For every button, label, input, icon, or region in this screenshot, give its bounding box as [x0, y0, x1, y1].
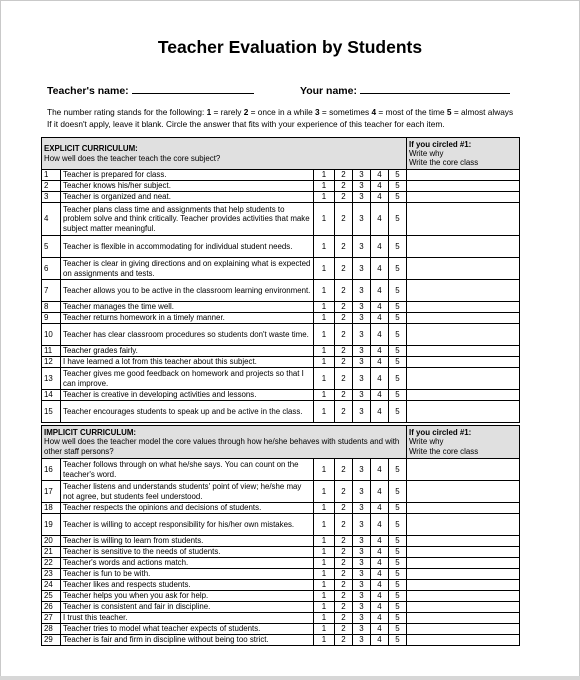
comment-cell[interactable] [407, 558, 520, 569]
rating-option-5[interactable]: 5 [389, 170, 407, 181]
rating-option-3[interactable]: 3 [353, 313, 371, 324]
question-text: Teacher is organized and neat. [61, 192, 314, 203]
question-row [42, 357, 520, 368]
rating-option-4[interactable]: 4 [371, 192, 389, 203]
rating-option-5[interactable]: 5 [389, 569, 407, 580]
rating-option-2[interactable]: 2 [335, 170, 353, 181]
rating-option-3[interactable]: 3 [353, 635, 371, 646]
question-text: Teacher respects the opinions and decisions of students. [61, 503, 314, 514]
rating-option-1[interactable]: 1 [314, 401, 335, 423]
rating-option-5[interactable]: 5 [389, 536, 407, 547]
rating-option-2[interactable]: 2 [335, 459, 353, 481]
rating-option-5[interactable]: 5 [389, 280, 407, 302]
comment-cell[interactable] [407, 357, 520, 368]
rating-option-4[interactable]: 4 [371, 302, 389, 313]
page-title: Teacher Evaluation by Students [157, 37, 423, 57]
question-number: 3 [42, 192, 61, 203]
rating-option-2[interactable]: 2 [335, 302, 353, 313]
rating-option-4[interactable]: 4 [371, 236, 389, 258]
rating-option-1[interactable]: 1 [314, 569, 335, 580]
question-row [42, 481, 520, 503]
rating-option-4[interactable]: 4 [371, 635, 389, 646]
question-text: Teacher manages the time well. [61, 302, 314, 313]
question-number: 14 [42, 390, 61, 401]
rating-option-2[interactable]: 2 [335, 514, 353, 536]
your-name-label: Your name: [300, 85, 357, 97]
question-number: 9 [42, 313, 61, 324]
rating-option-4[interactable]: 4 [371, 547, 389, 558]
rating-option-5[interactable]: 5 [389, 390, 407, 401]
question-row [42, 624, 520, 635]
rating-option-1[interactable]: 1 [314, 258, 335, 280]
section-header [42, 426, 407, 459]
rating-option-3[interactable]: 3 [353, 181, 371, 192]
question-number: 24 [42, 580, 61, 591]
rating-option-5[interactable]: 5 [389, 368, 407, 390]
rating-option-3[interactable]: 3 [353, 170, 371, 181]
rating-option-5[interactable]: 5 [389, 580, 407, 591]
rating-option-2[interactable]: 2 [335, 503, 353, 514]
question-row [42, 346, 520, 357]
rating-option-2[interactable]: 2 [335, 313, 353, 324]
comment-cell[interactable] [407, 591, 520, 602]
comment-cell[interactable] [407, 280, 520, 302]
comment-cell[interactable] [407, 390, 520, 401]
rating-option-2[interactable]: 2 [335, 635, 353, 646]
rating-option-1[interactable]: 1 [314, 280, 335, 302]
comment-cell[interactable] [407, 503, 520, 514]
question-row [42, 602, 520, 613]
question-row [42, 591, 520, 602]
question-row [42, 569, 520, 580]
rating-option-1[interactable]: 1 [314, 368, 335, 390]
question-number: 26 [42, 602, 61, 613]
rating-legend: The number rating stands for the following: 1 = rarely 2 = once in a while 3 = sometimes 4 = most of the time 5 = almost always [47, 107, 514, 117]
rating-option-5[interactable]: 5 [389, 258, 407, 280]
question-number: 19 [42, 514, 61, 536]
question-text: Teacher returns homework in a timely manner. [61, 313, 314, 324]
instructions [47, 107, 572, 130]
question-row [42, 503, 520, 514]
rating-option-3[interactable]: 3 [353, 401, 371, 423]
rating-option-1[interactable]: 1 [314, 481, 335, 503]
question-text: Teacher is prepared for class. [61, 170, 314, 181]
question-number: 15 [42, 401, 61, 423]
question-text: Teacher encourages students to speak up and be active in the class. [61, 401, 314, 423]
question-text: I have learned a lot from this teacher about this subject. [61, 357, 314, 368]
rating-option-3[interactable]: 3 [353, 514, 371, 536]
section-heading: IMPLICIT CURRICULUM: [44, 428, 137, 438]
comment-cell[interactable] [407, 514, 520, 536]
question-number: 13 [42, 368, 61, 390]
rating-option-1[interactable]: 1 [314, 602, 335, 613]
comment-cell[interactable] [407, 635, 520, 646]
section-question: How well does the teacher model the core values through how he/she behaves with students and with other staff persons? [44, 437, 400, 456]
question-row [42, 302, 520, 313]
rating-option-3[interactable]: 3 [353, 558, 371, 569]
rating-option-5[interactable]: 5 [389, 459, 407, 481]
comment-cell[interactable] [407, 258, 520, 280]
question-text: Teacher is consistent and fair in discipline. [61, 602, 314, 613]
question-number: 17 [42, 481, 61, 503]
rating-option-1[interactable]: 1 [314, 192, 335, 203]
question-text: Teacher is clear in giving directions and on explaining what is expected on assignments and tests. [61, 258, 314, 280]
rating-option-1[interactable]: 1 [314, 613, 335, 624]
rating-option-2[interactable]: 2 [335, 481, 353, 503]
rating-option-3[interactable]: 3 [353, 203, 371, 236]
question-number: 12 [42, 357, 61, 368]
question-text: Teacher helps you when you ask for help. [61, 591, 314, 602]
question-row [42, 181, 520, 192]
comment-cell[interactable] [407, 203, 520, 236]
rating-option-5[interactable]: 5 [389, 357, 407, 368]
rating-option-2[interactable]: 2 [335, 602, 353, 613]
rating-option-2[interactable]: 2 [335, 547, 353, 558]
comment-cell[interactable] [407, 313, 520, 324]
rating-option-4[interactable]: 4 [371, 368, 389, 390]
teacher-name-label: Teacher's name: [47, 85, 129, 97]
rating-option-1[interactable]: 1 [314, 390, 335, 401]
rating-option-5[interactable]: 5 [389, 591, 407, 602]
rating-option-5[interactable]: 5 [389, 558, 407, 569]
rating-option-4[interactable]: 4 [371, 280, 389, 302]
question-text: Teacher is fun to be with. [61, 569, 314, 580]
side-heading: If you circled #1: [409, 428, 472, 438]
rating-option-2[interactable]: 2 [335, 280, 353, 302]
side-line: Write the core class [409, 158, 479, 168]
question-text: Teacher is flexible in accommodating for individual student needs. [61, 236, 314, 258]
rating-option-1[interactable]: 1 [314, 503, 335, 514]
question-number: 4 [42, 203, 61, 236]
comment-cell[interactable] [407, 459, 520, 481]
rating-option-1[interactable]: 1 [314, 536, 335, 547]
rating-option-2[interactable]: 2 [335, 346, 353, 357]
section-question: How well does the teacher teach the core subject? [44, 153, 221, 163]
rating-option-3[interactable]: 3 [353, 503, 371, 514]
question-row [42, 192, 520, 203]
rating-option-2[interactable]: 2 [335, 368, 353, 390]
side-line: Write why [409, 148, 444, 158]
rating-option-4[interactable]: 4 [371, 357, 389, 368]
rating-option-1[interactable]: 1 [314, 346, 335, 357]
rating-option-4[interactable]: 4 [371, 203, 389, 236]
rating-option-3[interactable]: 3 [353, 459, 371, 481]
teacher-name-field[interactable] [47, 84, 254, 97]
question-row [42, 236, 520, 258]
rating-option-2[interactable]: 2 [335, 569, 353, 580]
rating-option-3[interactable]: 3 [353, 258, 371, 280]
rating-option-4[interactable]: 4 [371, 503, 389, 514]
rating-option-3[interactable]: 3 [353, 624, 371, 635]
rating-option-3[interactable]: 3 [353, 324, 371, 346]
rating-option-2[interactable]: 2 [335, 192, 353, 203]
comment-cell[interactable] [407, 346, 520, 357]
question-text: Teacher gives me good feedback on homework and projects so that I can improve. [61, 368, 314, 390]
rating-option-2[interactable]: 2 [335, 203, 353, 236]
rating-option-3[interactable]: 3 [353, 591, 371, 602]
rating-option-4[interactable]: 4 [371, 602, 389, 613]
rating-option-5[interactable]: 5 [389, 401, 407, 423]
question-text: Teacher follows through on what he/she says. You can count on the teacher's word. [61, 459, 314, 481]
rating-option-5[interactable]: 5 [389, 481, 407, 503]
rating-option-4[interactable]: 4 [371, 313, 389, 324]
question-row [42, 258, 520, 280]
comment-cell[interactable] [407, 547, 520, 558]
question-text: Teacher grades fairly. [61, 346, 314, 357]
question-number: 6 [42, 258, 61, 280]
question-row [42, 635, 520, 646]
rating-option-1[interactable]: 1 [314, 181, 335, 192]
rating-option-4[interactable]: 4 [371, 514, 389, 536]
rating-option-5[interactable]: 5 [389, 613, 407, 624]
question-text: Teacher is sensitive to the needs of students. [61, 547, 314, 558]
rating-option-3[interactable]: 3 [353, 346, 371, 357]
rating-option-3[interactable]: 3 [353, 580, 371, 591]
rating-option-5[interactable]: 5 [389, 635, 407, 646]
rating-option-5[interactable]: 5 [389, 313, 407, 324]
rating-option-2[interactable]: 2 [335, 558, 353, 569]
question-row [42, 324, 520, 346]
question-text: Teacher is willing to learn from students. [61, 536, 314, 547]
rating-option-3[interactable]: 3 [353, 390, 371, 401]
question-row [42, 514, 520, 536]
rating-option-4[interactable]: 4 [371, 558, 389, 569]
rating-option-5[interactable]: 5 [389, 503, 407, 514]
rating-option-1[interactable]: 1 [314, 459, 335, 481]
question-number: 11 [42, 346, 61, 357]
rating-option-4[interactable]: 4 [371, 459, 389, 481]
rating-option-3[interactable]: 3 [353, 569, 371, 580]
question-number: 7 [42, 280, 61, 302]
rating-option-5[interactable]: 5 [389, 547, 407, 558]
question-text: Teacher is willing to accept responsibility for his/her own mistakes. [61, 514, 314, 536]
question-text: Teacher has clear classroom procedures so students don't waste time. [61, 324, 314, 346]
rating-option-1[interactable]: 1 [314, 324, 335, 346]
question-row [42, 280, 520, 302]
question-row [42, 368, 520, 390]
question-number: 23 [42, 569, 61, 580]
rating-option-1[interactable]: 1 [314, 580, 335, 591]
instructions-line2: If it doesn't apply, leave it blank. Circle the answer that fits with your experience of this teacher for each item. [47, 118, 445, 129]
rating-option-5[interactable]: 5 [389, 203, 407, 236]
rating-option-1[interactable]: 1 [314, 591, 335, 602]
rating-option-2[interactable]: 2 [335, 390, 353, 401]
rating-option-1[interactable]: 1 [314, 558, 335, 569]
rating-option-4[interactable]: 4 [371, 613, 389, 624]
rating-option-3[interactable]: 3 [353, 357, 371, 368]
rating-option-4[interactable]: 4 [371, 181, 389, 192]
rating-option-5[interactable]: 5 [389, 192, 407, 203]
comment-cell[interactable] [407, 602, 520, 613]
comment-cell[interactable] [407, 302, 520, 313]
rating-option-2[interactable]: 2 [335, 324, 353, 346]
question-number: 1 [42, 170, 61, 181]
comment-cell[interactable] [407, 580, 520, 591]
question-text: Teacher listens and understands students' point of view; he/she may not agree, but students feel understood. [61, 481, 314, 503]
question-text: Teacher is creative in developing activities and lessons. [61, 390, 314, 401]
question-number: 18 [42, 503, 61, 514]
rating-option-4[interactable]: 4 [371, 390, 389, 401]
question-row [42, 547, 520, 558]
comment-cell[interactable] [407, 170, 520, 181]
comment-cell[interactable] [407, 481, 520, 503]
rating-option-5[interactable]: 5 [389, 236, 407, 258]
question-number: 20 [42, 536, 61, 547]
question-number: 16 [42, 459, 61, 481]
rating-option-1[interactable]: 1 [314, 203, 335, 236]
rating-option-2[interactable]: 2 [335, 536, 353, 547]
question-number: 28 [42, 624, 61, 635]
rating-option-2[interactable]: 2 [335, 181, 353, 192]
side-line: Write the core class [409, 446, 479, 456]
rating-option-4[interactable]: 4 [371, 324, 389, 346]
comment-cell[interactable] [407, 536, 520, 547]
question-text: Teacher's words and actions match. [61, 558, 314, 569]
rating-option-3[interactable]: 3 [353, 280, 371, 302]
side-heading: If you circled #1: [409, 139, 472, 149]
comment-cell[interactable] [407, 324, 520, 346]
comment-cell[interactable] [407, 192, 520, 203]
question-text: Teacher is fair and firm in discipline without being too strict. [61, 635, 314, 646]
question-text: Teacher tries to model what teacher expects of students. [61, 624, 314, 635]
rating-option-3[interactable]: 3 [353, 302, 371, 313]
comment-cell[interactable] [407, 236, 520, 258]
question-text: Teacher knows his/her subject. [61, 181, 314, 192]
rating-option-1[interactable]: 1 [314, 635, 335, 646]
rating-option-4[interactable]: 4 [371, 569, 389, 580]
question-number: 21 [42, 547, 61, 558]
question-text: I trust this teacher. [61, 613, 314, 624]
question-number: 8 [42, 302, 61, 313]
rating-option-2[interactable]: 2 [335, 613, 353, 624]
rating-option-2[interactable]: 2 [335, 624, 353, 635]
section-heading: EXPLICIT CURRICULUM: [44, 144, 138, 154]
rating-option-3[interactable]: 3 [353, 481, 371, 503]
rating-option-5[interactable]: 5 [389, 324, 407, 346]
rating-option-3[interactable]: 3 [353, 613, 371, 624]
rating-option-1[interactable]: 1 [314, 236, 335, 258]
your-name-field[interactable] [300, 84, 510, 97]
side-line: Write why [409, 437, 444, 447]
rating-option-4[interactable]: 4 [371, 591, 389, 602]
question-row [42, 170, 520, 181]
question-number: 29 [42, 635, 61, 646]
rating-option-5[interactable]: 5 [389, 302, 407, 313]
comment-cell[interactable] [407, 613, 520, 624]
question-number: 2 [42, 181, 61, 192]
rating-option-4[interactable]: 4 [371, 258, 389, 280]
question-row [42, 203, 520, 236]
rating-option-5[interactable]: 5 [389, 181, 407, 192]
question-text: Teacher plans class time and assignments that help students to problem solve and think critically. Teacher provides activities that make subject matter meaningful. [61, 203, 314, 236]
question-row [42, 536, 520, 547]
rating-option-5[interactable]: 5 [389, 624, 407, 635]
rating-option-4[interactable]: 4 [371, 481, 389, 503]
rating-option-3[interactable]: 3 [353, 536, 371, 547]
rating-option-1[interactable]: 1 [314, 514, 335, 536]
section-header [42, 138, 407, 170]
comment-cell[interactable] [407, 181, 520, 192]
question-row [42, 401, 520, 423]
rating-option-1[interactable]: 1 [314, 313, 335, 324]
rating-option-2[interactable]: 2 [335, 236, 353, 258]
question-row [42, 558, 520, 569]
teacher-name-line[interactable] [132, 84, 254, 94]
rating-option-2[interactable]: 2 [335, 401, 353, 423]
question-number: 27 [42, 613, 61, 624]
comment-cell[interactable] [407, 401, 520, 423]
question-number: 5 [42, 236, 61, 258]
rating-option-4[interactable]: 4 [371, 401, 389, 423]
question-row [42, 390, 520, 401]
question-text: Teacher likes and respects students. [61, 580, 314, 591]
rating-option-4[interactable]: 4 [371, 170, 389, 181]
rating-option-5[interactable]: 5 [389, 602, 407, 613]
comment-cell[interactable] [407, 368, 520, 390]
rating-option-1[interactable]: 1 [314, 302, 335, 313]
question-row [42, 313, 520, 324]
rating-option-3[interactable]: 3 [353, 602, 371, 613]
rating-option-3[interactable]: 3 [353, 368, 371, 390]
rating-option-1[interactable]: 1 [314, 624, 335, 635]
page-shadow [0, 676, 580, 680]
rating-option-4[interactable]: 4 [371, 346, 389, 357]
rating-option-3[interactable]: 3 [353, 547, 371, 558]
rating-option-2[interactable]: 2 [335, 258, 353, 280]
rating-option-3[interactable]: 3 [353, 192, 371, 203]
your-name-line[interactable] [360, 84, 510, 94]
rating-option-4[interactable]: 4 [371, 580, 389, 591]
comment-cell[interactable] [407, 569, 520, 580]
rating-option-4[interactable]: 4 [371, 536, 389, 547]
side-instructions [407, 426, 520, 459]
question-number: 22 [42, 558, 61, 569]
question-number: 10 [42, 324, 61, 346]
rating-option-1[interactable]: 1 [314, 170, 335, 181]
rating-option-2[interactable]: 2 [335, 580, 353, 591]
rating-option-5[interactable]: 5 [389, 514, 407, 536]
question-row [42, 613, 520, 624]
question-row [42, 580, 520, 591]
comment-cell[interactable] [407, 624, 520, 635]
implicit-curriculum-table [41, 425, 520, 646]
explicit-curriculum-table [41, 137, 520, 423]
rating-option-5[interactable]: 5 [389, 346, 407, 357]
rating-option-2[interactable]: 2 [335, 591, 353, 602]
rating-option-2[interactable]: 2 [335, 357, 353, 368]
rating-option-1[interactable]: 1 [314, 357, 335, 368]
question-number: 25 [42, 591, 61, 602]
side-instructions [407, 138, 520, 170]
rating-option-1[interactable]: 1 [314, 547, 335, 558]
question-row [42, 459, 520, 481]
question-text: Teacher allows you to be active in the classroom learning environment. [61, 280, 314, 302]
rating-option-3[interactable]: 3 [353, 236, 371, 258]
rating-option-4[interactable]: 4 [371, 624, 389, 635]
